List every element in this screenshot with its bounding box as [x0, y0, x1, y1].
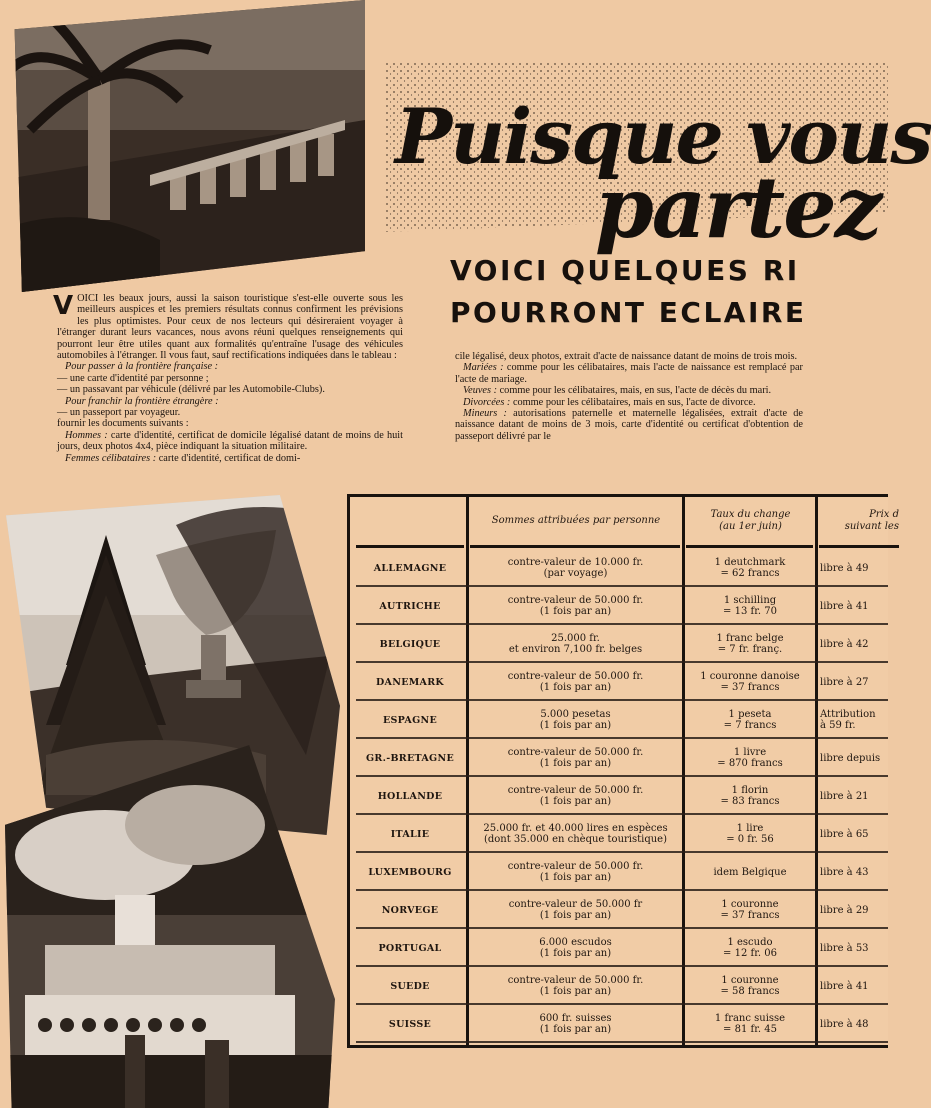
- continued-paragraph: cile légalisé, deux photos, extrait d'acte de naissance datant de moins de trois mois.: [455, 351, 798, 362]
- prix-cell: libre à 65: [820, 828, 869, 840]
- mineurs-paragraph: Mineurs : autorisations paternelle et maternelle légalisées, extrait d'acte de naissance datant de moins de 3 mois, carte d'identité ou certificat d'obtention de passeport délivré par le: [455, 408, 803, 442]
- prix-cell: libre à 41: [820, 600, 869, 612]
- sommes-cell: contre-valeur de 50.000 fr. (1 fois par an): [507, 595, 644, 617]
- mariees-paragraph: Mariées : comme pour les célibataires, mais l'acte de naissance est remplacé par l'acte de mariage.: [455, 362, 803, 385]
- header-sommes: Sommes attribuées par personne: [491, 515, 661, 526]
- country-cell: NORVEGE: [381, 904, 439, 916]
- country-cell: LUXEMBOURG: [368, 866, 452, 878]
- country-cell: SUISSE: [388, 1018, 432, 1030]
- table-row: [350, 967, 888, 1005]
- taux-cell: 1 florin = 83 francs: [720, 785, 780, 807]
- taux-cell: 1 deutchmark = 62 francs: [714, 557, 786, 579]
- row-divider: [356, 1041, 888, 1043]
- table-row: [350, 891, 888, 929]
- header-rule: [819, 545, 899, 548]
- header-rule: [356, 545, 464, 548]
- sommes-cell: contre-valeur de 50.000 fr. (1 fois par an): [507, 975, 644, 997]
- sommes-cell: contre-valeur de 50.000 fr. (1 fois par an): [507, 671, 644, 693]
- sommes-cell: 25.000 fr. et 40.000 lires en espèces (dont 35.000 en chèque touristique): [483, 823, 668, 845]
- table-row: [350, 701, 888, 739]
- sommes-cell: contre-valeur de 50.000 fr (1 fois par an): [508, 899, 643, 921]
- table-row: [350, 853, 888, 891]
- taux-cell: 1 franc belge = 7 fr. franç.: [716, 633, 784, 655]
- country-cell: AUTRICHE: [379, 600, 441, 612]
- prix-cell: libre à 48: [820, 1018, 869, 1030]
- sommes-cell: contre-valeur de 50.000 fr. (1 fois par an): [507, 861, 644, 883]
- prix-cell: Attribution à 59 fr.: [820, 709, 876, 731]
- header-taux: Taux du change (au 1er juin): [710, 509, 791, 532]
- currency-table: [347, 494, 899, 1048]
- prix-cell: libre à 49: [820, 562, 869, 574]
- taux-cell: 1 escudo = 12 fr. 06: [723, 937, 777, 959]
- subheadline: [450, 250, 888, 334]
- country-cell: SUEDE: [390, 980, 430, 992]
- country-cell: PORTUGAL: [378, 942, 442, 954]
- table-row: [350, 739, 888, 777]
- country-cell: HOLLANDE: [377, 790, 443, 802]
- table-row: [350, 815, 888, 853]
- prix-cell: libre à 43: [820, 866, 869, 878]
- taux-cell: 1 couronne = 37 francs: [720, 899, 780, 921]
- country-cell: ITALIE: [390, 828, 430, 840]
- prix-cell: libre à 42: [820, 638, 869, 650]
- header-prix: Prix d suivant les: [844, 509, 899, 532]
- table-row: [350, 1005, 888, 1043]
- sommes-cell: contre-valeur de 10.000 fr. (par voyage): [507, 557, 644, 579]
- sommes-cell: 25.000 fr. et environ 7,100 fr. belges: [508, 633, 643, 655]
- sommes-cell: contre-valeur de 50.000 fr. (1 fois par an): [507, 747, 644, 769]
- table-row: [350, 625, 888, 663]
- taux-cell: 1 livre = 870 francs: [717, 747, 783, 769]
- prix-cell: libre à 41: [820, 980, 869, 992]
- hommes-paragraph: Hommes : carte d'identité, certificat de domicile légalisé datant de moins de huit jours, deux photos 4x4, pièce indiquant la situation militaire.: [57, 429, 403, 453]
- photo-palm-balustrade: [0, 0, 365, 292]
- sommes-cell: 600 fr. suisses (1 fois par an): [539, 1013, 612, 1035]
- veuves-paragraph: Veuves : comme pour les célibataires, mais, en sus, l'acte de décès du mari.: [463, 385, 772, 397]
- country-cell: ALLEMAGNE: [373, 562, 447, 574]
- table-row: [350, 929, 888, 967]
- country-cell: BELGIQUE: [379, 638, 441, 650]
- header-rule: [686, 545, 813, 548]
- divorcees-paragraph: Divorcées : comme pour les célibataires, mais en sus, l'acte de divorce.: [463, 396, 756, 408]
- table-row: [350, 777, 888, 815]
- requirements-text: [455, 351, 803, 442]
- country-cell: DANEMARK: [376, 676, 444, 688]
- list-item: — une carte d'identité par personne ;: [57, 372, 209, 384]
- sommes-cell: contre-valeur de 50.000 fr. (1 fois par an): [507, 785, 644, 807]
- country-cell: GR.-BRETAGNE: [366, 752, 454, 764]
- headline-script-line2: partez: [595, 158, 881, 257]
- prix-cell: libre depuis: [820, 752, 881, 764]
- taux-cell: 1 peseta = 7 francs: [723, 709, 777, 731]
- country-cell: ESPAGNE: [382, 714, 438, 726]
- section-heading-foreign-border: Pour franchir la frontière étrangère :: [65, 395, 219, 407]
- table-row: [350, 587, 888, 625]
- taux-cell: 1 couronne = 58 francs: [720, 975, 780, 997]
- list-item: — un passeport par voyageur.: [57, 407, 181, 419]
- table-row: [350, 663, 888, 701]
- taux-cell: 1 couronne danoise = 37 francs: [700, 671, 800, 693]
- headline-script-line1: Puisque vous: [395, 92, 931, 181]
- sommes-cell: 6.000 escudos (1 fois par an): [539, 937, 612, 959]
- taux-cell: idem Belgique: [713, 866, 787, 878]
- header-rule: [470, 545, 680, 548]
- prix-cell: libre à 29: [820, 904, 869, 916]
- prix-cell: libre à 21: [820, 790, 869, 802]
- taux-cell: 1 lire = 0 fr. 56: [726, 823, 774, 845]
- subheadline-line1: VOICI QUELQUES RI: [450, 254, 800, 287]
- sommes-cell: 5.000 pesetas (1 fois par an): [539, 709, 612, 731]
- prix-cell: libre à 53: [820, 942, 869, 954]
- prix-cell: libre à 27: [820, 676, 869, 688]
- list-item: fournir les documents suivants :: [57, 418, 189, 430]
- intro-paragraph: VOICI les beaux jours, aussi la saison touristique s'est-elle ouverte sous les meilleurs auspices et les premiers résultats connus confirment les prévisions les plus optimistes. Pour ceux de nos lecteurs qui désireraient voyager à l'étranger durant leurs vacances, nous avons réuni quelques renseignements qui pourront leur être utiles quant aux formalités qu'entraîne l'usage des véhicules automobiles à l'étranger. Il vous faut, sauf rectifications indiquées dans le tableau :: [53, 291, 403, 362]
- intro-text: [53, 291, 403, 464]
- taux-cell: 1 schilling = 13 fr. 70: [723, 595, 777, 617]
- list-item: — un passavant par véhicule (délivré par les Automobile-Clubs).: [57, 384, 325, 396]
- section-heading-french-border: Pour passer à la frontière française :: [65, 361, 219, 373]
- femmes-paragraph: Femmes célibataires : carte d'identité, certificat de domi-: [65, 452, 301, 464]
- headline: [385, 62, 931, 257]
- table-row: [350, 549, 888, 587]
- subheadline-line2: POURRONT ECLAIRE: [450, 296, 807, 329]
- drop-cap: V: [53, 291, 74, 321]
- taux-cell: 1 franc suisse = 81 fr. 45: [714, 1013, 786, 1035]
